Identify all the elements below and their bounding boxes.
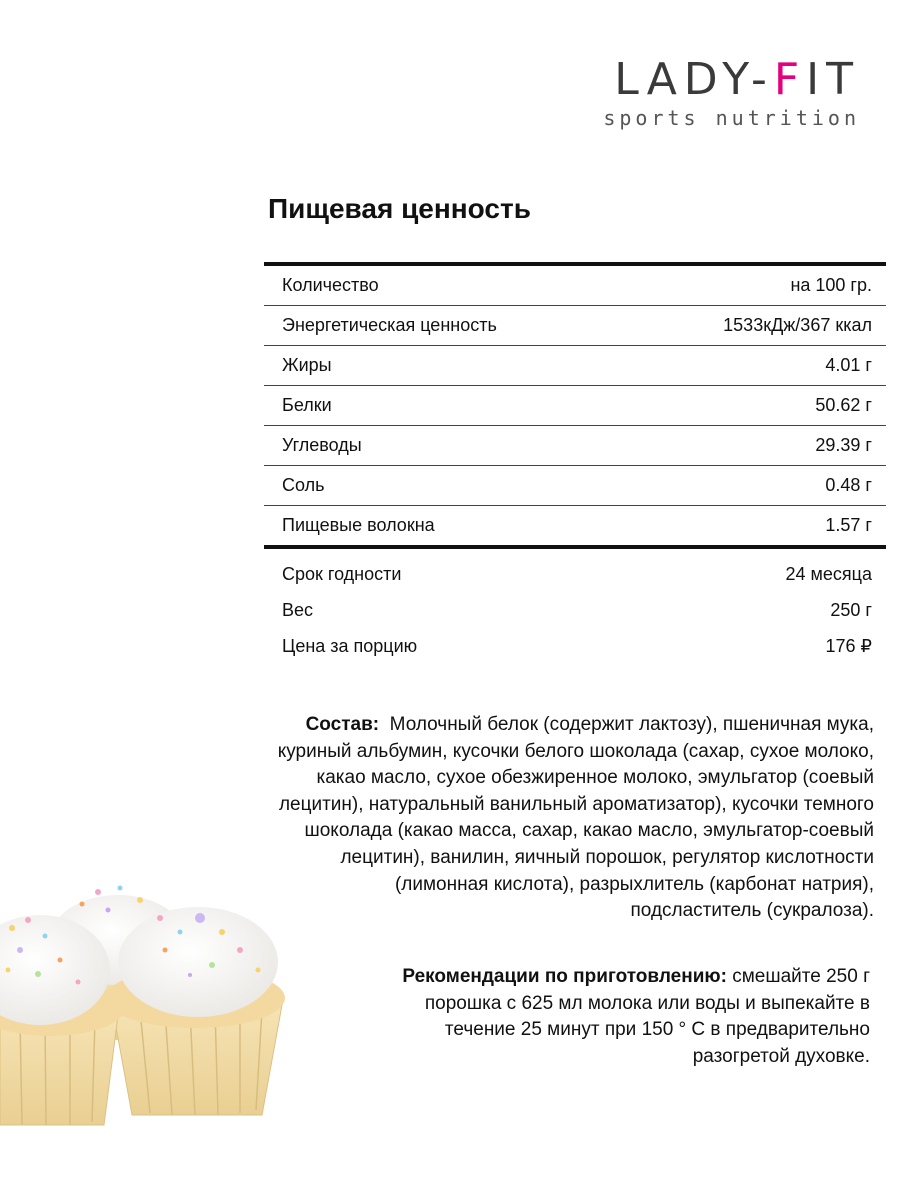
logo-text-accent: F <box>773 54 807 105</box>
row-value: 4.01 г <box>825 355 872 375</box>
row-label: Жиры <box>282 355 332 375</box>
info-value: 250 г <box>830 599 872 620</box>
row-value: 1.57 г <box>825 515 872 535</box>
logo-text-right: IT <box>806 54 860 105</box>
composition-text <box>260 712 874 925</box>
table-row <box>264 466 886 506</box>
nutrition-table <box>264 262 886 549</box>
row-label: Пищевые волокна <box>282 515 435 535</box>
recommendation-body: смешайте 250 г порошка с 625 мл молока или воды и выпекайте в течение 25 минут при 150 ° С в предварительно разогретой духовке. <box>424 966 870 1067</box>
table-row <box>264 346 886 386</box>
row-label: Количество <box>282 275 379 295</box>
table-bottom-rule <box>264 545 886 549</box>
table-row <box>264 306 886 346</box>
table-row <box>264 506 886 546</box>
info-value: 176 ₽ <box>825 635 872 656</box>
logo-wordmark <box>570 54 860 105</box>
info-label: Цена за порцию <box>282 635 418 656</box>
list-item <box>264 592 886 628</box>
row-value: 1533кДж/367 ккал <box>723 315 872 335</box>
logo-tagline: sports nutrition <box>603 106 860 130</box>
table-row <box>264 426 886 466</box>
product-info-list <box>264 556 886 664</box>
logo-text-left: LADY- <box>614 54 774 105</box>
cupcakes-image <box>0 870 300 1130</box>
list-item <box>264 628 886 664</box>
preparation-text <box>380 964 870 1070</box>
row-value: 50.62 г <box>815 395 872 415</box>
row-label: Белки <box>282 395 332 415</box>
row-label: Углеводы <box>282 435 362 455</box>
recommendation-label: Рекомендации по приготовлению: <box>402 966 727 987</box>
info-label: Вес <box>282 599 314 620</box>
row-label: Соль <box>282 475 325 495</box>
table-row <box>264 386 886 426</box>
row-label: Энергетическая ценность <box>282 315 497 335</box>
row-value: 0.48 г <box>825 475 872 495</box>
info-label: Срок годности <box>282 563 402 584</box>
composition-body: Молочный белок (содержит лактозу), пшеничная мука, куриный альбумин, кусочки белого шоколада (сахар, сухое молоко, какао масло, сухое обезжиренное молоко, эмульгатор (соевый лецитин), натуральный ванильный ароматизатор), кусочки темного шоколада (какао масса, сахар, какао масло, эмульгатор-соевый лецитин), ванилин, яичный порошок, регулятор кислотности (лимонная кислота), разрыхлитель (карбонат натрия), подсластитель (сукралоза). <box>277 714 874 922</box>
row-value: 29.39 г <box>815 435 872 455</box>
page-title: Пищевая ценность <box>268 193 531 224</box>
row-value: на 100 гр. <box>790 275 872 295</box>
info-value: 24 месяца <box>785 563 872 584</box>
composition-label: Состав: <box>305 714 380 735</box>
brand-logo <box>570 54 860 130</box>
list-item <box>264 556 886 592</box>
table-row <box>264 266 886 306</box>
